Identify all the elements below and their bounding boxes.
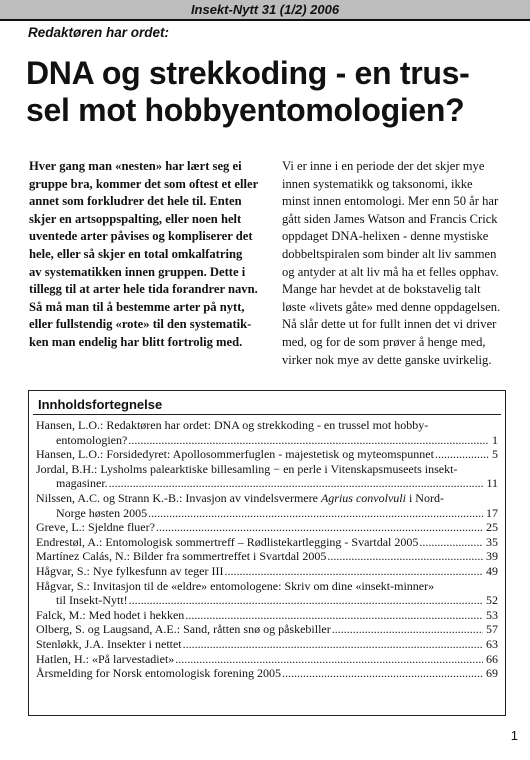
toc-leader-dots bbox=[435, 447, 489, 462]
intro-line: av systematikken innen gruppen. Dette i bbox=[29, 264, 246, 279]
toc-entry-text: Hågvar, S.: Invitasjon til de «eldre» entomologene: Skriv om dine «insekt-minner» bbox=[36, 578, 435, 593]
toc-entry bbox=[36, 652, 498, 667]
intro-line: uventede arter påvises og kompliserer det bbox=[29, 229, 253, 244]
toc-entry-line bbox=[36, 637, 498, 652]
toc-entry bbox=[36, 666, 498, 681]
toc-leader-dots bbox=[129, 593, 483, 608]
toc-page-number: 39 bbox=[486, 549, 498, 564]
body-line: Vi er inne i en periode der det skjer mye bbox=[282, 159, 485, 173]
toc-entry-text: Hansen, L.O.: Forsidedyret: Apollosommerfuglen - majestetisk og myteomspunnet bbox=[36, 447, 434, 462]
body-line: oppdaget DNA-helixen - denne mystiske bbox=[282, 229, 489, 244]
toc-entry-text: entomologien? bbox=[56, 432, 128, 447]
toc-leader-dots bbox=[148, 506, 483, 521]
toc-entry-line bbox=[36, 622, 498, 637]
body-line: innen systematikk og taksonomi, ikke bbox=[282, 176, 473, 191]
toc-leader-dots bbox=[128, 433, 489, 448]
toc-entry-text: Stenløkk, J.A. Insekter i nettet bbox=[36, 636, 182, 651]
toc-entry bbox=[36, 579, 498, 608]
toc-entry-text: Endrestøl, A.: Entomologisk sommertreff – Rødlistekartlegging - Svartdal 2005 bbox=[36, 534, 419, 549]
toc-entry-text: magasiner. bbox=[56, 476, 108, 491]
toc-page-number: 11 bbox=[486, 476, 498, 491]
toc-page-number: 25 bbox=[486, 520, 498, 535]
intro-column bbox=[29, 158, 269, 352]
toc-entry bbox=[36, 622, 498, 637]
toc-heading: Innholdsfortegnelse bbox=[38, 397, 163, 412]
toc-entry-line bbox=[36, 535, 498, 550]
toc-leader-dots bbox=[224, 564, 483, 579]
toc-entry bbox=[36, 447, 498, 462]
toc-entry-line bbox=[36, 491, 498, 506]
body-line: løste «livets gåte» med denne oppdagelsen. bbox=[282, 299, 501, 314]
toc-entry-line bbox=[36, 418, 498, 433]
toc-leader-dots bbox=[332, 622, 483, 637]
toc-page-number: 35 bbox=[486, 534, 498, 549]
body-line: gått siden James Watson and Francis Crick bbox=[282, 211, 498, 226]
toc-entry-text: til Insekt-Nytt! bbox=[56, 593, 128, 608]
intro-line: eller fullstendig «rote» til den systematik- bbox=[29, 317, 252, 332]
toc-leader-dots bbox=[185, 608, 483, 623]
title-line: sel mot hobbyentomologien? bbox=[26, 92, 465, 128]
toc-entry bbox=[36, 637, 498, 652]
toc-page-number: 69 bbox=[486, 666, 498, 681]
toc-entry-text: Norge høsten 2005 bbox=[56, 505, 148, 520]
toc-page-number: 63 bbox=[486, 636, 498, 651]
body-line: dobbeltspiralen som binder alt liv sammen bbox=[282, 246, 497, 261]
toc-entry bbox=[36, 462, 498, 491]
toc-page-number: 17 bbox=[486, 505, 498, 520]
journal-header: Insekt-Nytt 31 (1/2) 2006 bbox=[190, 2, 340, 17]
intro-line: tillegg til at arter hele tida forandrer navn. bbox=[29, 282, 258, 297]
toc-entry-line bbox=[36, 564, 498, 579]
intro-line: skjer en artsoppspalting, eller noen helt bbox=[29, 211, 242, 226]
body-line: Nå slår dette ut for fullt innen det vi driver bbox=[282, 317, 497, 332]
toc-page-number: 57 bbox=[486, 622, 498, 637]
body-line: Mange har hevdet at de bokstavelig talt bbox=[282, 282, 481, 297]
toc-entry-text: Hågvar, S.: Nye fylkesfunn av teger III bbox=[36, 563, 224, 578]
toc-leader-dots bbox=[183, 637, 483, 652]
toc-entry-line bbox=[36, 433, 498, 448]
toc-entry-text: Jordal, B.H.: Lysholms palearktiske billesamling − en perle i Vitenskapsmuseets insekt- bbox=[36, 461, 458, 476]
article-title bbox=[26, 55, 511, 129]
toc-leader-dots bbox=[175, 652, 483, 667]
toc-page-number: 66 bbox=[486, 651, 498, 666]
toc-entry-text: Hansen, L.O.: Redaktøren har ordet: DNA og strekkoding - en trussel mot hobby- bbox=[36, 418, 429, 432]
toc-entry-line bbox=[36, 447, 498, 462]
toc-entry-line bbox=[36, 652, 498, 667]
toc-page-number: 49 bbox=[486, 563, 498, 578]
toc-leader-dots bbox=[327, 549, 483, 564]
title-line: DNA og strekkoding - en trus- bbox=[26, 55, 470, 91]
body-column bbox=[282, 158, 522, 369]
toc-entry-text: Hatlen, H.: «På larvestadiet» bbox=[36, 651, 175, 666]
toc-list bbox=[36, 418, 498, 681]
toc-entry-line bbox=[36, 506, 498, 521]
toc-page-number: 1 bbox=[492, 432, 498, 447]
toc-page-number: 5 bbox=[492, 447, 498, 462]
toc-entry-text: Nilssen, A.C. og Strann K.-B.: Invasjon av vindelsvermere Agrius convolvuli i Nord- bbox=[36, 490, 444, 505]
toc-entry-line bbox=[36, 608, 498, 623]
toc-entry-line bbox=[36, 476, 498, 491]
toc-entry-line bbox=[36, 549, 498, 564]
toc-entry bbox=[36, 564, 498, 579]
toc-leader-dots bbox=[419, 535, 483, 550]
body-line: minst innen entomologi. Mer enn 50 år har bbox=[282, 194, 499, 209]
toc-entry-line bbox=[36, 520, 498, 535]
toc-entry bbox=[36, 549, 498, 564]
toc-entry-text: Olberg, S. og Laugsand, A.E.: Sand, råtten snø og påskebiller bbox=[36, 622, 331, 637]
page-number: 1 bbox=[510, 728, 518, 743]
section-label: Redaktøren har ordet: bbox=[28, 25, 170, 40]
body-line: virker nok mye av dette ganske uvirkelig. bbox=[282, 352, 492, 367]
toc-entry-line bbox=[36, 593, 498, 608]
toc-leader-dots bbox=[109, 476, 484, 491]
toc-page-number: 53 bbox=[486, 607, 498, 622]
toc-leader-dots bbox=[156, 520, 483, 535]
body-line: og antyder at alt liv må ha et felles opphav. bbox=[282, 264, 499, 279]
toc-divider bbox=[33, 414, 501, 415]
toc-page-number: 52 bbox=[486, 593, 498, 608]
toc-entry-line bbox=[36, 462, 498, 477]
toc-entry bbox=[36, 491, 498, 520]
toc-entry-text: Årsmelding for Norsk entomologisk forening 2005 bbox=[36, 666, 281, 681]
intro-line: annet som forkludrer det hele til. Enten bbox=[29, 194, 242, 209]
toc-entry bbox=[36, 535, 498, 550]
toc-entry bbox=[36, 418, 498, 447]
toc-entry bbox=[36, 608, 498, 623]
intro-line: ken man endelig har blitt fortrolig med. bbox=[29, 334, 243, 349]
toc-entry-line bbox=[36, 579, 498, 594]
intro-line: gruppe bra, kommer det som oftest et eller bbox=[29, 176, 259, 191]
body-line: med, og for de som prøver å henge med, bbox=[282, 334, 486, 349]
toc-entry-text: Falck, M.: Med hodet i hekken bbox=[36, 607, 185, 622]
intro-line: Hver gang man «nesten» har lært seg ei bbox=[29, 159, 242, 173]
toc-entry bbox=[36, 520, 498, 535]
intro-line: hele, eller så skjer en total omkalfatring bbox=[29, 246, 243, 261]
toc-leader-dots bbox=[282, 666, 483, 681]
table-of-contents bbox=[28, 390, 506, 716]
toc-entry-text: Martínez Calás, N.: Bilder fra sommertreffet i Svartdal 2005 bbox=[36, 549, 327, 564]
intro-line: Så må man til å bestemme arter på nytt, bbox=[29, 299, 245, 314]
toc-entry-text: Greve, L.: Sjeldne fluer? bbox=[36, 520, 155, 535]
toc-entry-line bbox=[36, 666, 498, 681]
